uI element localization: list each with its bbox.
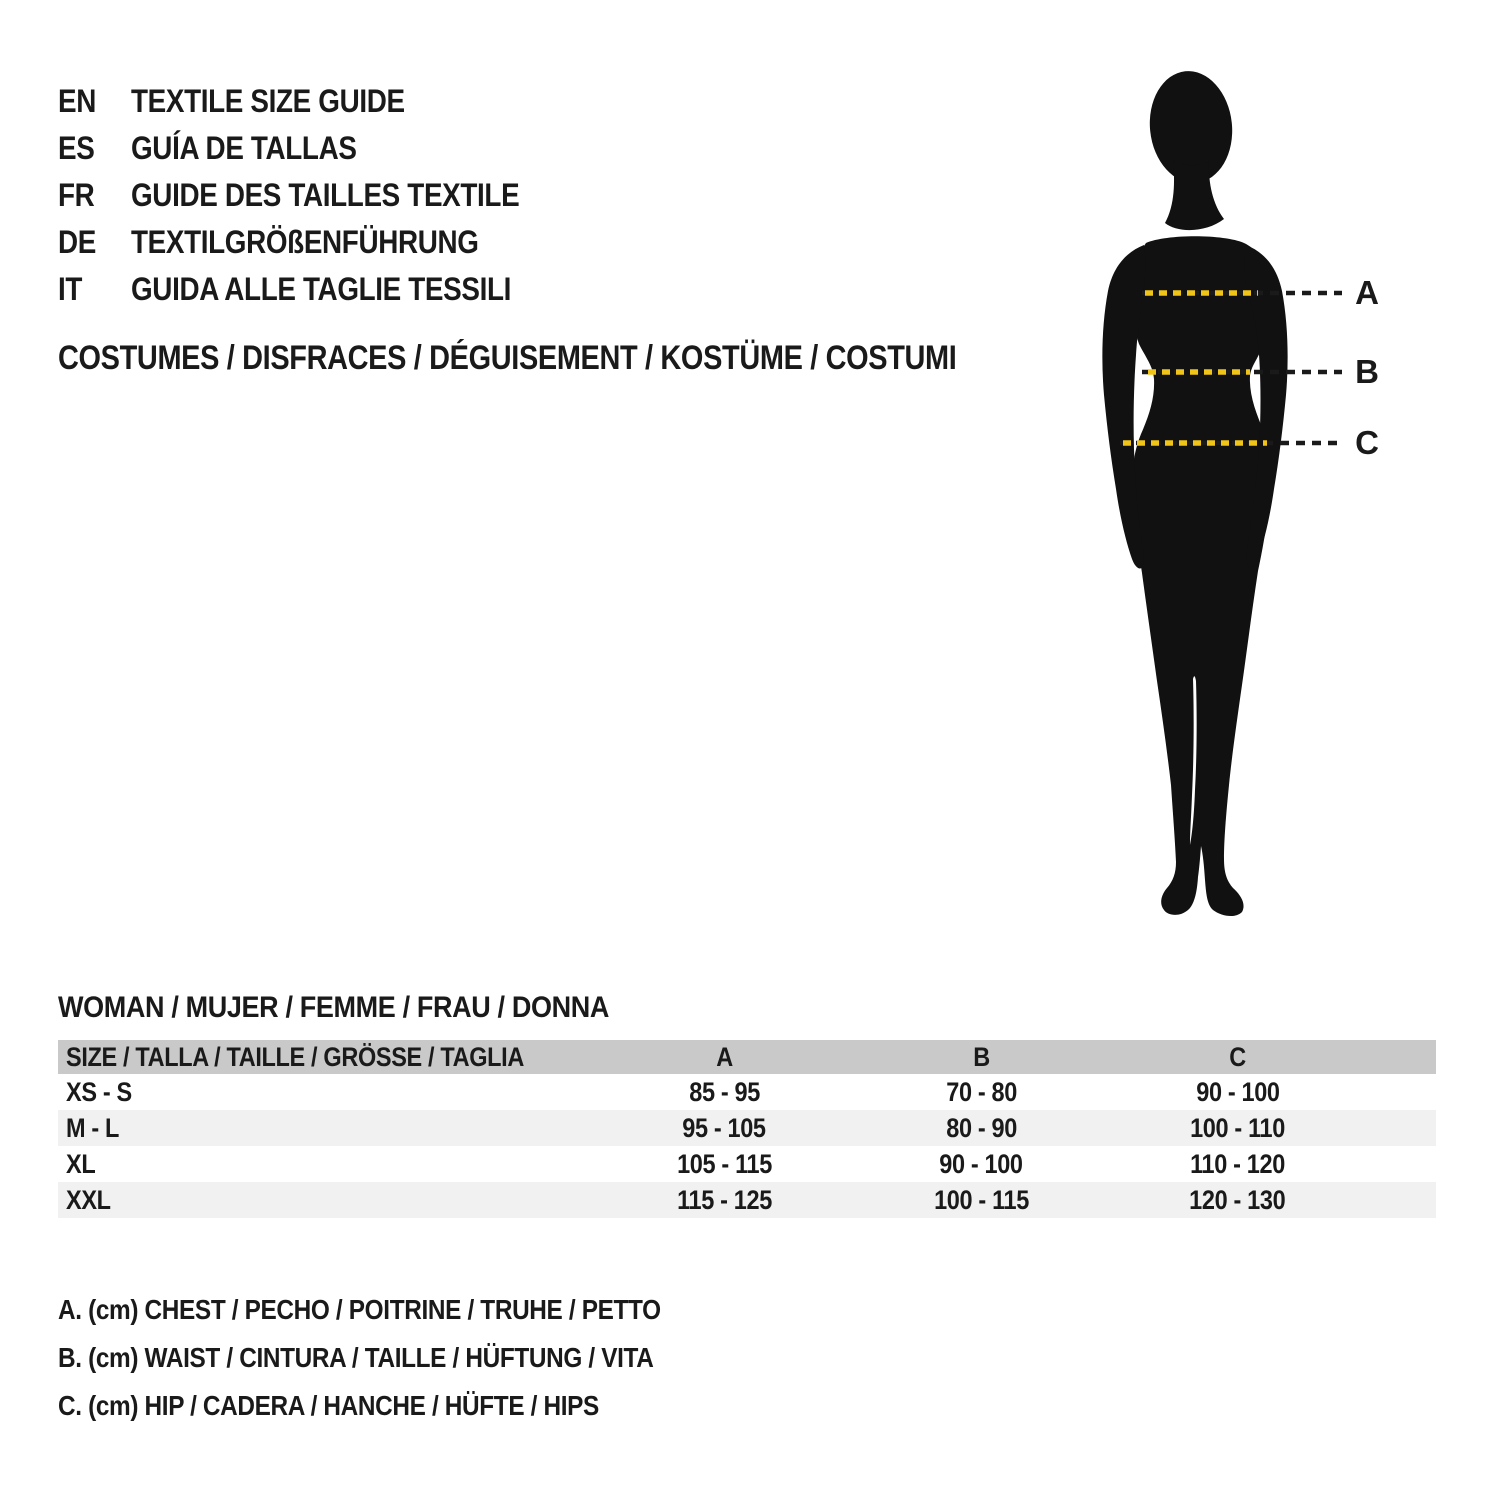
value-b-cell: 100 - 115: [933, 1184, 1029, 1215]
size-cell: XXL: [66, 1184, 111, 1215]
value-b-cell: 90 - 100: [939, 1148, 1023, 1179]
language-code: ES: [58, 130, 95, 166]
value-c-cell: 90 - 100: [1195, 1076, 1280, 1107]
woman-silhouette-figure: [1080, 65, 1400, 935]
value-b-cell: 70 - 80: [945, 1076, 1017, 1107]
marker-label-c: C: [1355, 424, 1379, 461]
woman-silhouette: [1102, 67, 1287, 916]
size-table-header-row: [58, 1040, 1436, 1074]
size-table: [58, 1040, 1436, 1218]
language-label: GUIDA ALLE TAGLIE TESSILI: [131, 271, 512, 307]
header-b-cell: B: [972, 1041, 990, 1072]
language-row-en: [58, 78, 577, 125]
category-heading: COSTUMES / DISFRACES / DÉGUISEMENT / KOSTÜME / COSTUMI: [58, 339, 957, 377]
silhouette-torso-legs: [1132, 236, 1271, 916]
language-title-list: [58, 78, 577, 313]
marker-label-b: B: [1355, 353, 1379, 390]
header-a-cell: A: [715, 1041, 733, 1072]
value-c-cell: 120 - 130: [1189, 1184, 1286, 1215]
value-c-cell: 110 - 120: [1190, 1148, 1285, 1179]
header-spacer-cell: [1366, 1040, 1436, 1074]
spacer-cell: [1366, 1074, 1436, 1110]
language-row-es: [58, 125, 577, 172]
marker-label-a: A: [1355, 274, 1379, 311]
header-c-cell: C: [1229, 1041, 1246, 1072]
value-a-cell: 85 - 95: [688, 1076, 760, 1107]
spacer-cell: [1366, 1182, 1436, 1218]
language-code: FR: [58, 177, 95, 213]
size-cell: M - L: [66, 1112, 120, 1143]
value-c-cell: 100 - 110: [1190, 1112, 1285, 1143]
spacer-cell: [1366, 1146, 1436, 1182]
measurement-legend: [58, 1286, 751, 1430]
language-code: IT: [58, 271, 83, 307]
value-a-cell: 95 - 105: [682, 1112, 766, 1143]
language-row-de: [58, 219, 577, 266]
legend-line-b: B. (cm) WAIST / CINTURA / TAILLE / HÜFTUNG / VITA: [58, 1342, 654, 1373]
value-a-cell: 115 - 125: [676, 1184, 772, 1215]
language-row-fr: [58, 172, 577, 219]
table-row-xl: [58, 1146, 1436, 1182]
value-b-cell: 80 - 90: [945, 1112, 1017, 1143]
language-code: EN: [58, 83, 96, 119]
size-cell: XS - S: [66, 1076, 132, 1107]
language-label: GUÍA DE TALLAS: [131, 130, 357, 166]
size-cell: XL: [66, 1148, 96, 1179]
legend-line-a: A. (cm) CHEST / PECHO / POITRINE / TRUHE / PETTO: [58, 1294, 661, 1325]
language-label: TEXTILE SIZE GUIDE: [131, 83, 405, 119]
language-row-it: [58, 266, 577, 313]
table-row-xs-s: [58, 1074, 1436, 1110]
language-label: GUIDE DES TAILLES TEXTILE: [131, 177, 520, 213]
language-label: TEXTILGRÖßENFÜHRUNG: [131, 224, 479, 260]
language-code: DE: [58, 224, 96, 260]
table-row-xxl: [58, 1182, 1436, 1218]
table-row-m-l: [58, 1110, 1436, 1146]
legend-line-c: C. (cm) HIP / CADERA / HANCHE / HÜFTE / HIPS: [58, 1390, 599, 1421]
table-title: WOMAN / MUJER / FEMME / FRAU / DONNA: [58, 991, 610, 1024]
header-size-cell: SIZE / TALLA / TAILLE / GRÖSSE / TAGLIA: [66, 1041, 524, 1072]
value-a-cell: 105 - 115: [676, 1148, 772, 1179]
spacer-cell: [1366, 1110, 1436, 1146]
